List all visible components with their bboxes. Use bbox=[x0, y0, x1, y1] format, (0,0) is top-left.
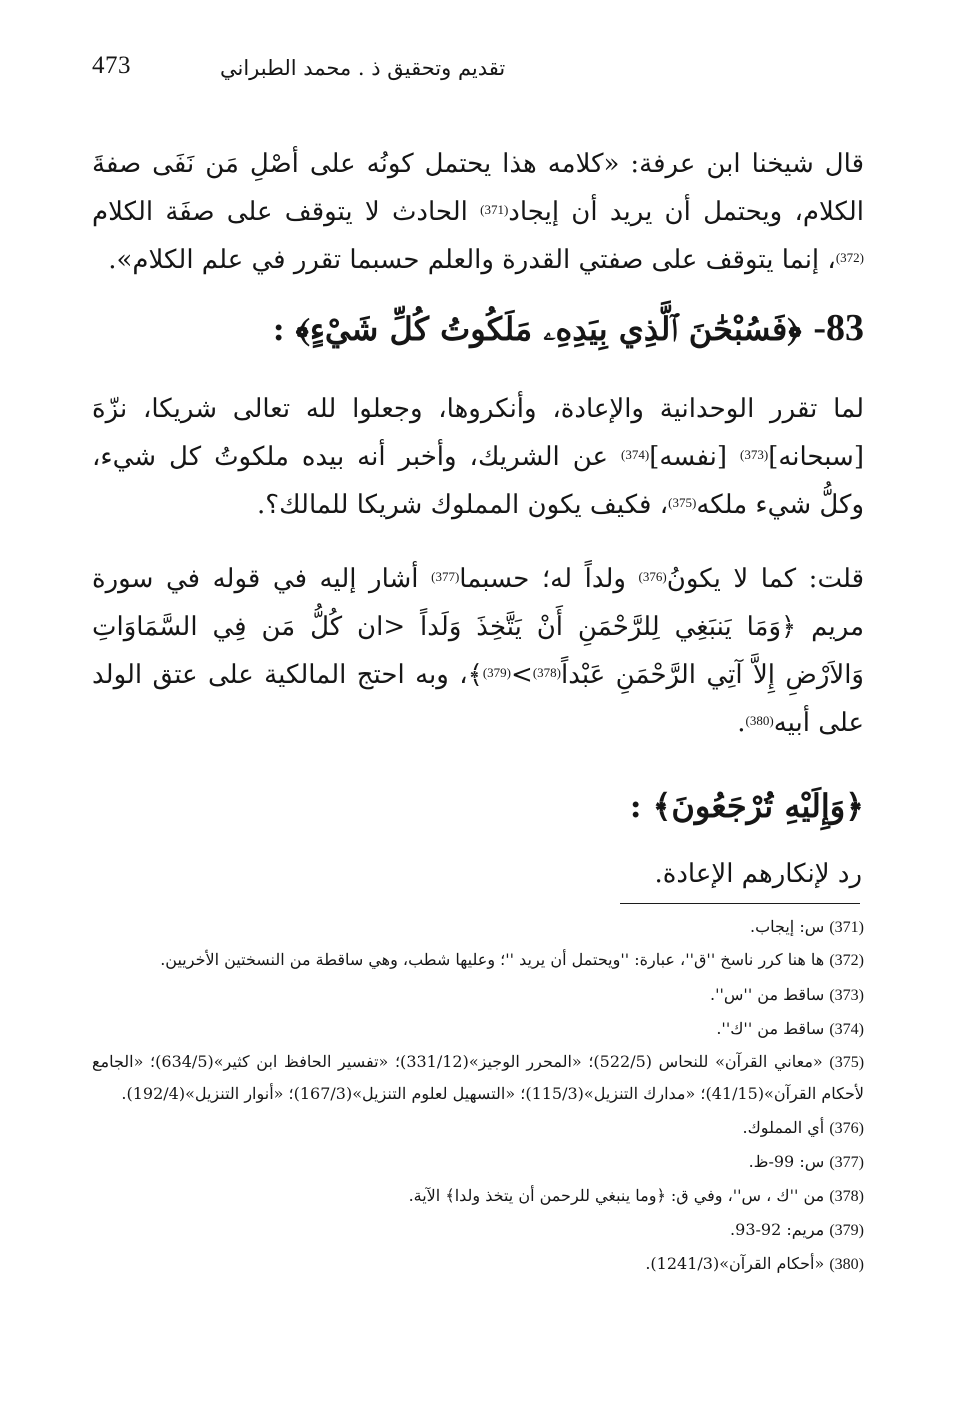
verse-text: ﴿وَإِلَيْهِ تُرْجَعُونَ﴾ : bbox=[629, 787, 864, 825]
footnote-reference: (375) bbox=[668, 495, 697, 510]
footnote bbox=[92, 1012, 864, 1046]
footnote-text: من ''ك ، س''، وفي ق: ﴿وما ينبغي للرحمن أن يتخذ ولدا﴾ الآية. bbox=[408, 1186, 825, 1205]
footnote-text: «معاني القرآن» للنحاس (522/5)؛ «المحرر الوجيز»(331/12)؛ «تفسير الحافظ ابن كثير»(634/5)؛ «الجامع لأحكام القرآن»(41/15)؛ «مدارك التنزيل»(115/3)؛ «التسهيل لعلوم التنزيل»(167/3)؛ «أنوار التنزيل»(192/4). bbox=[92, 1052, 864, 1103]
footnote-number: (374) bbox=[829, 1021, 864, 1038]
footnote bbox=[92, 944, 864, 976]
footnote-number: (373) bbox=[829, 987, 864, 1004]
footnote-reference: (371) bbox=[480, 202, 509, 217]
running-title: تقديم وتحقيق ذ . محمد الطبراني bbox=[220, 56, 506, 80]
footnote bbox=[92, 1111, 864, 1145]
footnote-text: س: 99-ظ. bbox=[748, 1152, 825, 1171]
footnote bbox=[92, 978, 864, 1012]
footnote-text: أي المملوك. bbox=[742, 1118, 825, 1137]
footnote-number: (377) bbox=[829, 1154, 864, 1171]
footnote-reference: (374) bbox=[621, 447, 650, 462]
footnote-number: (379) bbox=[829, 1222, 864, 1239]
paragraph-tawhid: لما تقرر الوحدانية والإعادة، وأنكروها، وجعلوا لله تعالى شريكا، نزّهَ [سبحانه]$^{(373)}$ [نفسه]$^{(374)}$ عن الشريك، وأخبر أنه بيده ملكوتُ كل شيء، وكلُّ شيء ملكه$^{(375)}$، فكيف يكون المملوك شريكا للمالك؟. bbox=[92, 394, 864, 520]
footnote-reference: (373) bbox=[740, 447, 769, 462]
footnote-number: (372) bbox=[829, 952, 864, 969]
paragraph-ibn-arafa-quote: قال شيخنا ابن عرفة: «كلامه هذا يحتمل كونُه على أصْلِ مَن نَفَى صفةَ الكلام، ويحتمل أن يريد أن إيجاد$^{(371)}$ الحادث لا يتوقف على صفَة الكلام $^{(372)}$، إنما يتوقف على صفتي القدرة والعلم حسبما تقرر في علم الكلام». bbox=[92, 149, 864, 275]
verse-heading-return bbox=[92, 778, 864, 834]
footnote bbox=[92, 1179, 864, 1213]
footnote-separator bbox=[620, 903, 860, 904]
footnote-text: ساقط من ''س''. bbox=[710, 985, 825, 1004]
footnote-text: «أحكام القرآن»(1241/3). bbox=[645, 1254, 825, 1273]
footnote-text: ها هنا كرر ناسخ ''ق''، عبارة: ''ويحتمل أن يريد ''؛ وعليها شطب، وهي ساقطة من النسختين الأخريين. bbox=[160, 950, 825, 969]
footnote-reference: (377) bbox=[431, 569, 460, 584]
page-number: 473 bbox=[92, 52, 131, 79]
verse-number: 83- bbox=[813, 307, 864, 349]
verse-text: ﴿فَسُبْحَٰنَ ٱلَّذِي بِيَدِهِۦ مَلَكُوتُ كُلِّ شَيْءٍ﴾ : bbox=[272, 310, 802, 348]
footnote bbox=[92, 1213, 864, 1247]
footnote-reference: (378) bbox=[532, 665, 561, 680]
footnote-text: ساقط من ''ك''. bbox=[716, 1019, 825, 1038]
verse-heading-83 bbox=[92, 298, 864, 358]
footnote bbox=[92, 1247, 864, 1281]
footnote-number: (375) bbox=[829, 1054, 865, 1071]
footnote-number: (371) bbox=[829, 919, 864, 936]
footnote bbox=[92, 1046, 864, 1109]
paragraph-refutation: رد لإنكارهم الإعادة. bbox=[654, 859, 862, 889]
footnote-number: (380) bbox=[829, 1256, 864, 1273]
footnotes-list bbox=[92, 910, 864, 1281]
footnote-text: مريم: 92-93. bbox=[730, 1220, 825, 1239]
footnote-text: س: إيجاب. bbox=[749, 917, 825, 936]
page-header bbox=[92, 52, 832, 92]
footnote-reference: (379) bbox=[482, 665, 512, 680]
footnote-reference: (372) bbox=[835, 250, 864, 265]
footnote-number: (376) bbox=[829, 1120, 864, 1137]
paragraph-surat-maryam: قلت: كما لا يكونُ$^{(376)}$ ولداً له؛ حسبما$^{(377)}$ أشار إليه في قوله في سورة مريم ﴿وَمَا يَنبَغِي لِلرَّحْمَنِ أَنْ يَتَّخِذَ وَلَداً <ان كُلُّ مَن فِي السَّمَاوَاتِ وَالاَرْضِ إِلاَّ آتِي الرَّحْمَنِ عَبْداً$^{(378)}$>$^{(379)}$﴾، وبه احتج المالكية على عتق الولد على أبيه$^{(380)}$. bbox=[92, 564, 865, 738]
footnote-reference: (380) bbox=[745, 713, 774, 728]
footnote-number: (378) bbox=[829, 1188, 864, 1205]
footnote bbox=[92, 910, 864, 944]
footnote-reference: (376) bbox=[638, 569, 667, 584]
footnote bbox=[92, 1145, 864, 1179]
